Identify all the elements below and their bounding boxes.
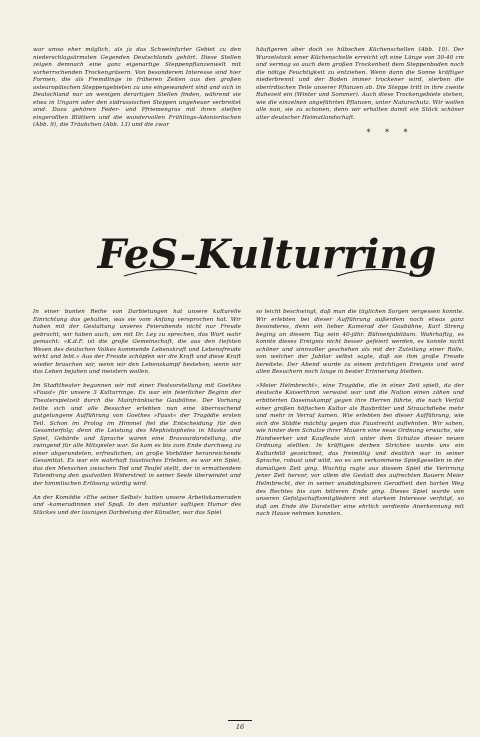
paragraph: In einer bunten Reihe von Darbietungen hat unsere kulturelle Einrichtung das gehalten, was sie vom Anfang versprochen hat. Wir haben mit der Gestaltung unseres Feierabends nicht nur Freude gebracht, wir haben auch, um mit Dr. Ley zu sprechen, das Wort wahr gemacht: »K.d.F. ist die große Gemeinschaft, die aus den tiefsten Wesen des deutschen Volkes kommende Lebenskraft und Lebensfreude wirkt und lebt.« Aus der Freude schöpfen wir die Kraft und diese Kraft wieder brauchen wir, wenn wir den Lebenskampf bestehen, wenn wir das Leben bejahen und meistern wollen.	[33, 309, 241, 376]
column-top-left	[33, 47, 241, 207]
column-top-right	[256, 47, 464, 217]
column-bottom-left	[33, 309, 241, 719]
page-number: 16	[235, 723, 245, 731]
page-number-rule	[228, 720, 252, 721]
paragraph: Im Stadttheater begannen wir mit einer Festvorstellung mit Goethes »Faust« für unsere 3 Kulturringe. Es war ein feierlicher Beginn der Theaterspielzeit durch die Mainfränkische Gaubühne. Der Vorhang teilte sich und alle Besucher erlebten nun eine überraschend gutgelungene Aufführung von Goethes »Faust« der Tragödie ersten Teil. Schon im Prolog im Himmel fiel die Entscheidung für den Gesamterfolg; denn die Leistung des Mephistopheles in Maske und Spiel, Gebärde und Sprache waren eine Bravourdarstellung, die zwingend für alle Mitspieler war. So kam es bis zum Ende durchweg zu einer abgerundeten, erfreulichen, an große Vorbilder heranreichende Gesamttat. Es war ein wahrhaft faustisches Erleben, es war ein Spiel, das den Menschen zwischen Tod und Teufel stellt, der in ermattendem Tatendrang den qualvollen Widerstreit in seiner Seele überwindet und der himmlischen Erlösung würdig wird.	[33, 382, 241, 488]
section-divider: * * *	[366, 128, 414, 138]
title-text: FeS-Kulturring	[97, 231, 437, 278]
paragraph: »Meier Helmbrecht«, eine Tragödie, die in einer Zeit spielt, da der deutsche Kaiserthron verwaist war und die Nation einen zähen und erbitterten Daseinskampf gegen ihre Herren führte, die nach Verfall einer großen höfischen Kultur als Raubritter und Strauchdiebe mehr und mehr in Verruf kamen. Wie erlebten bei dieser Aufführung, wie sich die Städte mächtig gegen das Faustrecht auflehnten. Wir sahen, wie hinter dem Schutze ihrer Mauern eine neue Ordnung erwuchs, wie Handwerker und Kaufleute sich unter dem Schutze dieser neuen Ordnung stellten. In kräftigen derben Strichen wurde uns ein Kulturbild gezeichnet, das freimütig und deutlich war in seiner Sprache, robust und wild, wo es um verkommene Spießgesellen in der damaligen Zeit ging. Wuchtig ragte aus diesem Spiel die Verirrung jener Zeit hervor, vor allem die Gestalt des aufrechten Bauern Meier Helmbrecht, der in seiner unabdingbaren Geradheit den harten Weg des Rechtes bis zum bitteren Ende ging. Dieses Spiel wurde von unseren Gefolgschaftsmitgliedern mit starkem Interesse verfolgt, so daß am Ende die Darsteller eine ehrlich verdiente Anerkennung mit nach Hause nehmen konnten.	[256, 382, 464, 518]
paragraph: war umso eher möglich, als ja das Schweinfurter Gebiet zu den niederschlagsärmsten Gegenden Deutschlands gehört. Diese Stellen zeigen demnach eine ganz eigenartige Steppenpflanzenwelt mit vorherrschenden Trockengräsern. Von besonderem Interesse sind hier Formen, die als Fremdlinge in früheren Zeiten aus den großen osteuropäischen Steppengebieten zu uns eingewandert sind und sich in Deutschland nur an wenigen derartigen Stellen finden, während sie etwa in Ungarn oder den südrussischen Steppen ungeheuer verbreitet sind. Dazu gehören Feder- und Pfriemengras mit ihren steifen eingerollten Blättern und die wundervollen Frühlings-Adonisröschen (Abb. 9), die Träubchen (Abb. 13) und die zwar	[33, 47, 241, 129]
section-title	[97, 224, 437, 288]
paragraph: häufigeren aber doch so hübschen Küchenschellen (Abb. 10). Der Wurzelstock einer Küchenschelle erreicht oft eine Länge von 30-40 cm und vermag so auch dem großen Trockenheit dem Steppenboden noch die nötige Feuchtigkeit zu entziehen. Wenn dann die Sonne kräftiger niederbrennt und der Boden immer trockener wird, sterben die oberirdischen Teile unserer Pflanzen ab. Die Steppe tritt in ihre zweite Ruhezeit ein (Winter und Sommer). Auch diese Trockengebiete stehen, wie die einzelnen angeführten Pflanzen, unter Naturschutz. Wir wollen alle nun, sie zu schonen, denn wir erhalten damit ein Stück schöner alter deutscher Heimatlandschaft.	[256, 47, 464, 121]
paragraph: An der Komödie »Ehe seiner Selbst« hatten unsere Arbeitskameraden und -kameradinnen viel Spaß. In den mitunter saftigen Humor des Stückes und der launigen Darbietung der Künstler, war das Spiel	[33, 494, 241, 516]
paragraph: so leicht beschwingt, daß man die täglichen Sorgen vergessen konnte. Wir erlebten bei dieser Aufführung außerdem noch etwas ganz besonderes, denn ein lieber Kamerad der Gaubühne, Karl Streng beging an diesem Tag sein 40-jähr. Bühnenjubiläum. Wahrhaftig, es konnte dieses Ereignis nicht besser gefeiert werden, es konnte nicht schöner und sinnvoller geschehen als mit der Zuteilung einer Rolle, von welcher der Jubilar selbst sagte, daß sie ihm große Freude bereitete. Der Abend wurde zu einem prächtigen Ereignis und wird allen Besuchern noch lange in bester Erinnerung bleiben.	[256, 309, 464, 376]
column-bottom-right	[256, 309, 464, 719]
